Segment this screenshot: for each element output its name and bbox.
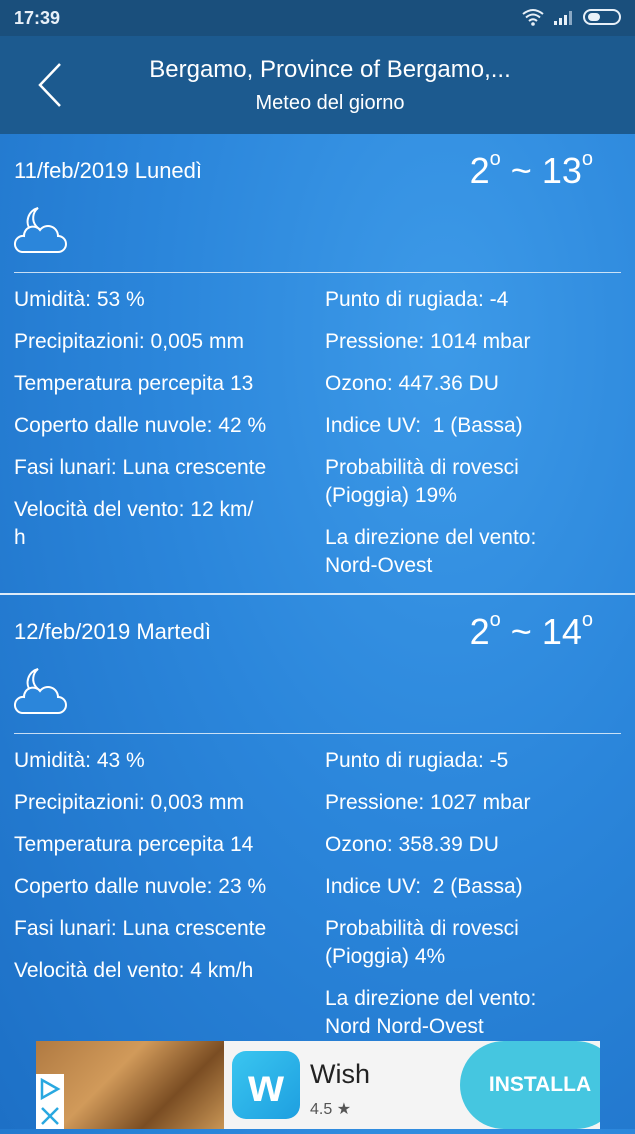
adchoices[interactable] [36,1074,64,1129]
temperature-range [470,150,593,192]
details-right [325,747,625,1055]
rain-probability: Probabilità di rovesci (Pioggia) 19% [325,456,519,507]
wind-speed: Velocità del vento: 4 km/h [14,959,254,982]
ad-product-image[interactable] [36,1041,224,1129]
moon-cloud-icon [12,202,70,254]
ad-rating [310,1099,351,1119]
humidity: Umidità: 53 % [14,288,145,311]
status-icons [521,8,621,26]
cloud-cover: Coperto dalle nuvole: 23 % [14,875,267,898]
temp-separator: ~ [500,611,542,652]
degree-symbol: o [489,609,501,631]
wind-direction: La direzione del vento: Nord Nord-Ovest [325,987,537,1038]
details-left [14,286,310,566]
signal-icon [553,9,575,25]
moon-phase: Fasi lunari: Luna crescente [14,917,267,940]
wish-logo-icon[interactable] [232,1051,300,1119]
status-bar [0,0,635,36]
precipitation: Precipitazioni: 0,005 mm [14,330,244,353]
temperature-range [470,611,593,653]
divider [14,733,621,734]
star-icon: ★ [336,1101,352,1118]
temp-min: 2 [469,611,490,652]
degree-symbol: o [489,148,501,170]
degree-symbol: o [581,609,593,631]
ozone: Ozono: 358.39 DU [325,833,499,856]
temp-min: 2 [469,150,490,191]
status-time: 17:39 [14,8,61,28]
wind-speed: Velocità del vento: 12 km/ h [14,498,254,549]
precipitation: Precipitazioni: 0,003 mm [14,791,244,814]
details-left [14,747,310,999]
battery-icon [583,9,621,25]
cloud-cover: Coperto dalle nuvole: 42 % [14,414,267,437]
pressure: Pressione: 1027 mbar [325,791,531,814]
ozone: Ozono: 447.36 DU [325,372,499,395]
pressure: Pressione: 1014 mbar [325,330,531,353]
ad-banner[interactable] [36,1041,600,1129]
details-right [325,286,625,594]
dew-point: Punto di rugiada: -4 [325,288,509,311]
feels-like: Temperatura percepita 13 [14,372,254,395]
logo-letter: w [248,1059,284,1111]
day-forecast-2 [0,595,635,1041]
moon-cloud-icon [12,663,70,715]
date-text: 12/feb/2019 [14,619,131,644]
temp-max: 14 [541,611,582,652]
ad-app-name: Wish [310,1059,370,1089]
day-forecast-1 [0,134,635,594]
day-date [14,619,211,645]
dew-point: Punto di rugiada: -5 [325,749,509,772]
wind-direction: La direzione del vento: Nord-Ovest [325,526,537,577]
page-subtitle: Meteo del giorno [255,92,405,114]
date-text: 11/feb/2019 [14,158,129,183]
weekday-text: Lunedì [134,158,203,183]
moon-phase: Fasi lunari: Luna crescente [14,456,267,479]
app-header [0,36,635,134]
back-arrow-icon[interactable] [30,60,70,110]
weekday-text: Martedì [136,619,211,644]
feels-like: Temperatura percepita 14 [14,833,254,856]
divider [14,272,621,273]
temp-separator: ~ [500,150,542,191]
uv-index: Indice UV: 1 (Bassa) [325,414,523,437]
adchoices-icon[interactable] [36,1074,64,1129]
day-date [14,158,202,184]
humidity: Umidità: 43 % [14,749,145,772]
rating-value: 4.5 [310,1101,333,1118]
rain-probability: Probabilità di rovesci (Pioggia) 4% [325,917,519,968]
degree-symbol: o [581,148,593,170]
install-button[interactable]: INSTALLA [460,1041,600,1129]
wifi-icon [521,8,545,26]
uv-index: Indice UV: 2 (Bassa) [325,875,523,898]
location-title: Bergamo, Province of Bergamo,... [149,56,511,83]
temp-max: 13 [541,150,582,191]
